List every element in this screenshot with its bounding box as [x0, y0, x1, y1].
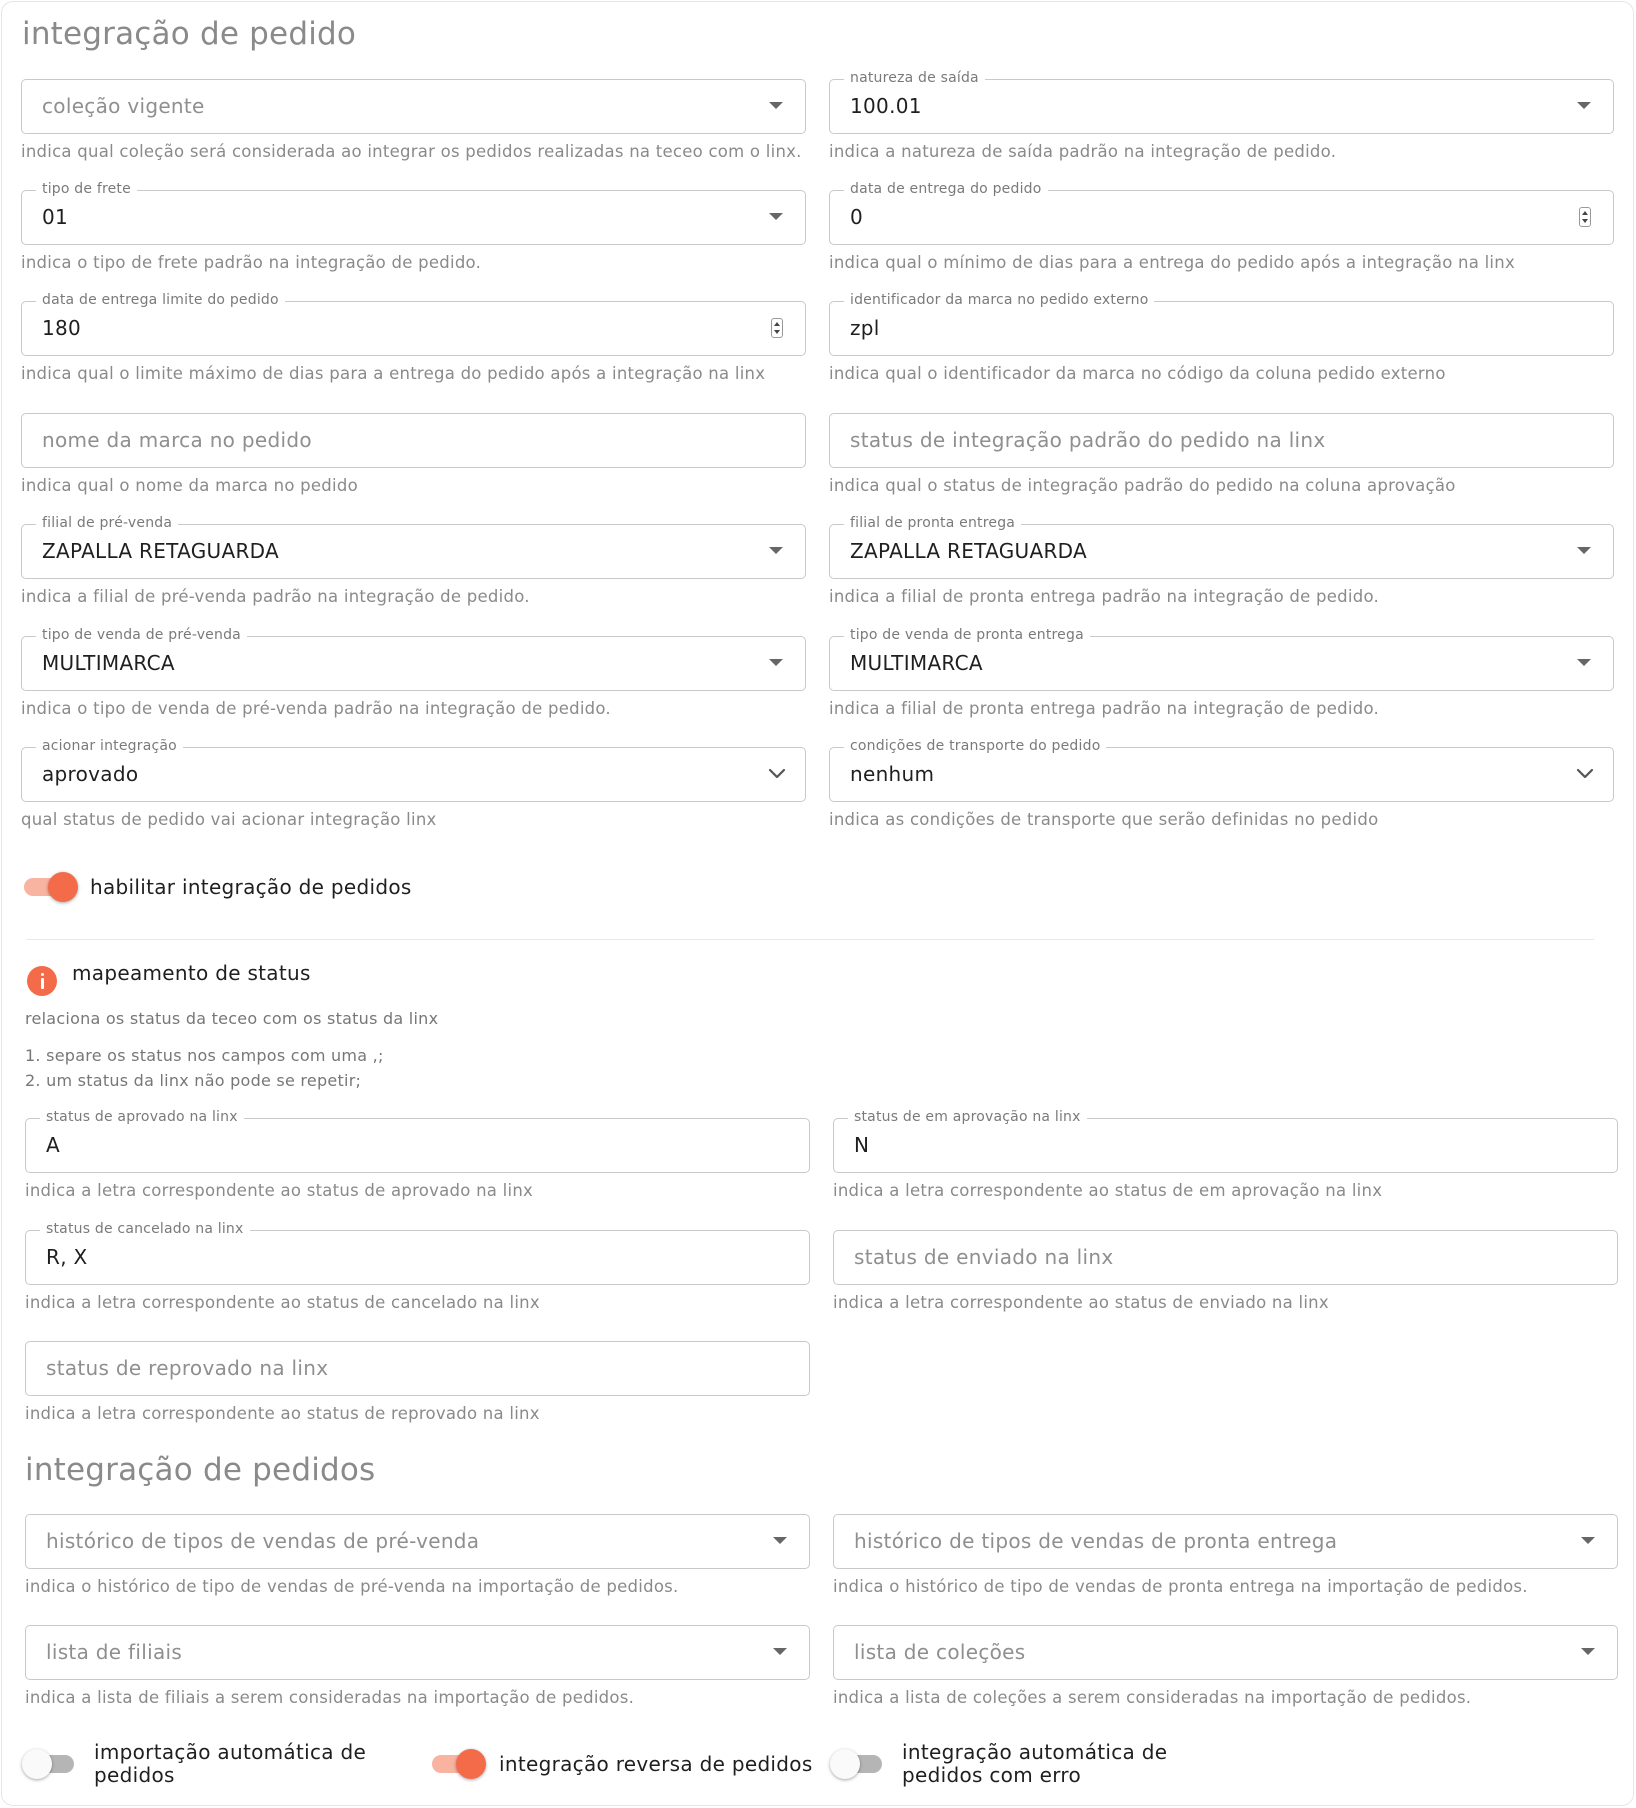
entrega-limite-label: data de entrega limite do pedido [36, 290, 285, 310]
integracao-erro-label [902, 1741, 1167, 1787]
dropdown-arrow-icon [1577, 102, 1591, 109]
hist-pre-select[interactable] [25, 1514, 810, 1569]
mapping-rule-2: 2. um status da linx não pode se repetir; [25, 1071, 362, 1090]
filial-pre-value: ZAPALLA RETAGUARDA [42, 539, 280, 563]
colecao-select[interactable] [21, 79, 806, 134]
status-padrao-input[interactable] [829, 413, 1614, 468]
chevron-down-icon [767, 764, 787, 784]
colecao-help: indica qual coleção será considerada ao integrar os pedidos realizadas na teceo com o linx. [21, 142, 802, 161]
dropdown-arrow-icon [773, 1537, 787, 1544]
toggle-knob [48, 872, 78, 902]
tipo-pre-select[interactable] [21, 627, 806, 691]
dropdown-arrow-icon [1581, 1648, 1595, 1655]
integracao-reversa-label: integração reversa de pedidos [499, 1752, 813, 1776]
filial-pronta-value: ZAPALLA RETAGUARDA [850, 539, 1088, 563]
acionar-select[interactable] [21, 738, 806, 802]
toggle-knob [456, 1749, 486, 1779]
frete-help: indica o tipo de frete padrão na integração de pedido. [21, 253, 482, 272]
integracao-reversa-toggle[interactable] [430, 1749, 486, 1779]
status-padrao-help: indica qual o status de integração padrão do pedido na coluna aprovação [829, 476, 1456, 495]
hist-pre-help: indica o histórico de tipo de vendas de pré-venda na importação de pedidos. [25, 1577, 679, 1596]
mapping-description: relaciona os status da teceo com os status da linx [25, 1009, 439, 1028]
status-em-aprovacao-input[interactable] [833, 1109, 1618, 1173]
hist-pronta-select[interactable] [833, 1514, 1618, 1569]
dropdown-arrow-icon [769, 659, 783, 666]
tipo-pre-help: indica o tipo de venda de pré-venda padrão na integração de pedido. [21, 699, 611, 718]
dropdown-arrow-icon [1581, 1537, 1595, 1544]
mapping-rule-1: 1. separe os status nos campos com uma ,; [25, 1046, 384, 1065]
hist-pronta-placeholder: histórico de tipos de vendas de pronta entrega [854, 1529, 1338, 1553]
status-aprovado-label: status de aprovado na linx [40, 1107, 244, 1127]
entrega-value: 0 [850, 205, 864, 229]
filial-pre-select[interactable] [21, 515, 806, 579]
erro-label-line2: pedidos com erro [902, 1763, 1082, 1787]
entrega-limite-value: 180 [42, 316, 82, 340]
acionar-value: aprovado [42, 762, 139, 786]
status-cancelado-value: R, X [46, 1245, 88, 1269]
hist-pre-placeholder: histórico de tipos de vendas de pré-venda [46, 1529, 480, 1553]
mapping-title: mapeamento de status [72, 961, 311, 985]
status-reprovado-input[interactable] [25, 1341, 810, 1396]
section-title: integração de pedido [22, 16, 357, 52]
identificador-help: indica qual o identificador da marca no código da coluna pedido externo [829, 364, 1446, 383]
nome-marca-input[interactable] [21, 413, 806, 468]
status-reprovado-placeholder: status de reprovado na linx [46, 1356, 329, 1380]
filiais-placeholder: lista de filiais [46, 1640, 183, 1664]
status-reprovado-help: indica a letra correspondente ao status de reprovado na linx [25, 1404, 540, 1423]
status-enviado-input[interactable] [833, 1230, 1618, 1285]
status-cancelado-label: status de cancelado na linx [40, 1219, 250, 1239]
transporte-value: nenhum [850, 762, 935, 786]
integracao-erro-toggle[interactable] [830, 1749, 886, 1779]
importacao-label-line1: importação automática de [94, 1740, 367, 1764]
acionar-label: acionar integração [36, 736, 183, 756]
transporte-help: indica as condições de transporte que serão definidas no pedido [829, 810, 1379, 829]
entrega-number-input[interactable] [829, 181, 1614, 245]
natureza-help: indica a natureza de saída padrão na integração de pedido. [829, 142, 1337, 161]
filial-pronta-label: filial de pronta entrega [844, 513, 1021, 533]
filial-pre-label: filial de pré-venda [36, 513, 178, 533]
filial-pre-help: indica a filial de pré-venda padrão na integração de pedido. [21, 587, 530, 606]
status-enviado-placeholder: status de enviado na linx [854, 1245, 1114, 1269]
tipo-pre-label: tipo de venda de pré-venda [36, 625, 247, 645]
dropdown-arrow-icon [1577, 547, 1591, 554]
frete-label: tipo de frete [36, 179, 137, 199]
filiais-help: indica a lista de filiais a serem consideradas na importação de pedidos. [25, 1688, 635, 1707]
status-enviado-help: indica a letra correspondente ao status de enviado na linx [833, 1293, 1329, 1312]
identificador-value: zpl [850, 316, 880, 340]
chevron-down-icon [1575, 764, 1595, 784]
settings-panel [1, 1, 1634, 1806]
dropdown-arrow-icon [1577, 659, 1591, 666]
identificador-label: identificador da marca no pedido externo [844, 290, 1154, 310]
status-aprovado-help: indica a letra correspondente ao status de aprovado na linx [25, 1181, 534, 1200]
tipo-pronta-label: tipo de venda de pronta entrega [844, 625, 1090, 645]
transporte-label: condições de transporte do pedido [844, 736, 1106, 756]
filial-pronta-help: indica a filial de pronta entrega padrão na integração de pedido. [829, 587, 1379, 606]
dropdown-arrow-icon [769, 213, 783, 220]
status-em-aprovacao-value: N [854, 1133, 870, 1157]
colecao-placeholder: coleção vigente [42, 94, 205, 118]
status-em-aprovacao-label: status de em aprovação na linx [848, 1107, 1087, 1127]
tipo-pre-value: MULTIMARCA [42, 651, 175, 675]
divider [26, 939, 1594, 940]
dropdown-arrow-icon [769, 547, 783, 554]
entrega-limite-number-input[interactable] [21, 292, 806, 356]
nome-marca-help: indica qual o nome da marca no pedido [21, 476, 358, 495]
status-aprovado-value: A [46, 1133, 60, 1157]
frete-value: 01 [42, 205, 69, 229]
entrega-help: indica qual o mínimo de dias para a entrega do pedido após a integração na linx [829, 253, 1515, 272]
hist-pronta-help: indica o histórico de tipo de vendas de pronta entrega na importação de pedidos. [833, 1577, 1528, 1596]
natureza-label: natureza de saída [844, 68, 985, 88]
filial-pronta-select[interactable] [829, 515, 1614, 579]
filiais-select[interactable] [25, 1625, 810, 1680]
entrega-limite-help: indica qual o limite máximo de dias para a entrega do pedido após a integração na linx [21, 364, 766, 383]
tipo-pronta-value: MULTIMARCA [850, 651, 983, 675]
tipo-pronta-help: indica a filial de pronta entrega padrão na integração de pedido. [829, 699, 1379, 718]
natureza-value: 100.01 [850, 94, 922, 118]
colecoes-help: indica a lista de coleções a serem consideradas na importação de pedidos. [833, 1688, 1472, 1707]
dropdown-arrow-icon [773, 1648, 787, 1655]
identificador-input[interactable] [829, 292, 1614, 356]
status-cancelado-input[interactable] [25, 1221, 810, 1285]
nome-marca-placeholder: nome da marca no pedido [42, 428, 312, 452]
toggle-knob [22, 1749, 52, 1779]
natureza-select[interactable] [829, 70, 1614, 134]
spinner-icon[interactable] [771, 318, 783, 338]
info-icon [27, 966, 57, 996]
importacao-automatica-toggle[interactable] [22, 1749, 78, 1779]
status-cancelado-help: indica a letra correspondente ao status de cancelado na linx [25, 1293, 540, 1312]
importacao-label-line2: pedidos [94, 1763, 175, 1787]
tipo-pronta-select[interactable] [829, 627, 1614, 691]
habilitar-integracao-label: habilitar integração de pedidos [90, 875, 412, 899]
frete-select[interactable] [21, 181, 806, 245]
status-aprovado-input[interactable] [25, 1109, 810, 1173]
colecoes-placeholder: lista de coleções [854, 1640, 1026, 1664]
status-padrao-placeholder: status de integração padrão do pedido na linx [850, 428, 1326, 452]
importacao-automatica-label [94, 1741, 366, 1787]
acionar-help: qual status de pedido vai acionar integração linx [21, 810, 437, 829]
toggle-knob [830, 1749, 860, 1779]
transporte-select[interactable] [829, 738, 1614, 802]
habilitar-integracao-toggle[interactable] [22, 872, 78, 902]
section-title-2: integração de pedidos [25, 1452, 376, 1488]
status-em-aprovacao-help: indica a letra correspondente ao status de em aprovação na linx [833, 1181, 1383, 1200]
dropdown-arrow-icon [769, 102, 783, 109]
colecoes-select[interactable] [833, 1625, 1618, 1680]
erro-label-line1: integração automática de [902, 1740, 1168, 1764]
spinner-icon[interactable] [1579, 207, 1591, 227]
entrega-label: data de entrega do pedido [844, 179, 1048, 199]
